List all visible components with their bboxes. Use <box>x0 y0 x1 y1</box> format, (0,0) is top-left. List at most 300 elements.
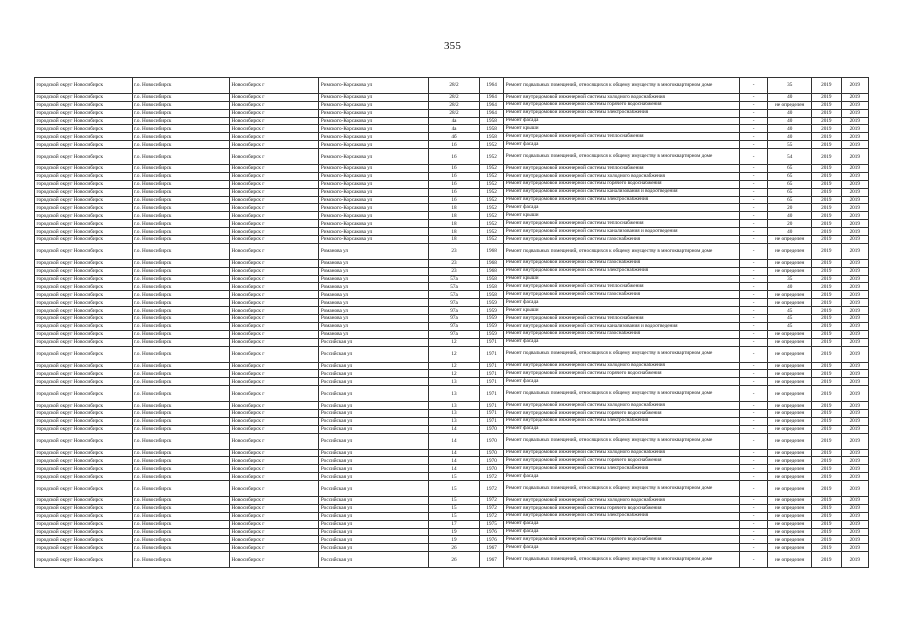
municipality-cell: городской округ Новосибирск <box>35 267 133 275</box>
municipality-cell: городской округ Новосибирск <box>35 409 133 417</box>
municipality-cell: городской округ Новосибирск <box>35 291 133 299</box>
plan-year-start-cell: 2019 <box>812 204 841 212</box>
house-number-cell: 13 <box>429 386 480 402</box>
table-row <box>35 346 869 362</box>
cost-cell: не определен <box>768 291 812 299</box>
plan-year-end-cell: 2019 <box>841 267 868 275</box>
build-year-cell: 1976 <box>479 528 503 536</box>
work-type-cell: Ремонт фасада <box>504 117 740 125</box>
work-type-cell: Ремонт крыши <box>504 125 740 133</box>
table-row <box>35 457 869 465</box>
municipality-cell: городской округ Новосибирск <box>35 417 133 425</box>
house-number-cell: 19 <box>429 536 480 544</box>
settlement-cell: г.о. Новосибирск <box>132 520 230 528</box>
street-cell: Римского-Корсакова ул <box>319 117 429 125</box>
table-row <box>35 552 869 568</box>
settlement-cell: г.о. Новосибирск <box>132 93 230 101</box>
unit-cell: - <box>739 536 767 544</box>
table-row <box>35 117 869 125</box>
table-row <box>35 338 869 346</box>
cost-cell: не определен <box>768 433 812 449</box>
work-type-cell: Ремонт подвальных помещений, относящихся к общему имуществу в многоквартирном доме <box>504 346 740 362</box>
municipality-cell: городской округ Новосибирск <box>35 188 133 196</box>
work-type-cell: Ремонт внутридомовой инженерной системы теплоснабжения <box>504 283 740 291</box>
table-row <box>35 78 869 94</box>
house-number-cell: 12 <box>429 346 480 362</box>
city-cell: Новосибирск г <box>230 457 319 465</box>
street-cell: Римского-Корсакова ул <box>319 101 429 109</box>
city-cell: Новосибирск г <box>230 496 319 504</box>
cost-cell: 65 <box>768 188 812 196</box>
municipality-cell: городской округ Новосибирск <box>35 346 133 362</box>
build-year-cell: 1964 <box>479 109 503 117</box>
build-year-cell: 1970 <box>479 457 503 465</box>
work-type-cell: Ремонт фасада <box>504 544 740 552</box>
settlement-cell: г.о. Новосибирск <box>132 378 230 386</box>
cost-cell: 35 <box>768 78 812 94</box>
build-year-cell: 1952 <box>479 141 503 149</box>
city-cell: Новосибирск г <box>230 212 319 220</box>
work-type-cell: Ремонт подвальных помещений, относящихся к общему имуществу в многоквартирном доме <box>504 481 740 497</box>
street-cell: Романова ул <box>319 267 429 275</box>
plan-year-start-cell: 2019 <box>812 338 841 346</box>
plan-year-start-cell: 2019 <box>812 386 841 402</box>
work-type-cell: Ремонт внутридомовой инженерной системы холодного водоснабжения <box>504 362 740 370</box>
unit-cell: - <box>739 322 767 330</box>
plan-year-start-cell: 2019 <box>812 417 841 425</box>
plan-year-start-cell: 2019 <box>812 93 841 101</box>
municipality-cell: городской округ Новосибирск <box>35 378 133 386</box>
plan-year-end-cell: 2019 <box>841 259 868 267</box>
street-cell: Российская ул <box>319 378 429 386</box>
table-row <box>35 133 869 141</box>
plan-year-start-cell: 2019 <box>812 133 841 141</box>
settlement-cell: г.о. Новосибирск <box>132 449 230 457</box>
unit-cell: - <box>739 117 767 125</box>
work-type-cell: Ремонт крыши <box>504 307 740 315</box>
street-cell: Романова ул <box>319 243 429 259</box>
municipality-cell: городской округ Новосибирск <box>35 496 133 504</box>
plan-year-start-cell: 2019 <box>812 291 841 299</box>
table-row <box>35 315 869 323</box>
work-type-cell: Ремонт фасада <box>504 299 740 307</box>
unit-cell: - <box>739 370 767 378</box>
street-cell: Римского-Корсакова ул <box>319 172 429 180</box>
unit-cell: - <box>739 520 767 528</box>
table-row <box>35 544 869 552</box>
table-row <box>35 473 869 481</box>
cost-cell: 40 <box>768 117 812 125</box>
cost-cell: 20 <box>768 204 812 212</box>
plan-year-end-cell: 2019 <box>841 299 868 307</box>
municipality-cell: городской округ Новосибирск <box>35 109 133 117</box>
build-year-cell: 1964 <box>479 101 503 109</box>
city-cell: Новосибирск г <box>230 481 319 497</box>
build-year-cell: 1964 <box>479 78 503 94</box>
unit-cell: - <box>739 93 767 101</box>
build-year-cell: 1971 <box>479 386 503 402</box>
work-type-cell: Ремонт внутридомовой инженерной системы горячего водоснабжения <box>504 101 740 109</box>
house-number-cell: 4а <box>429 117 480 125</box>
table-row <box>35 481 869 497</box>
table-row <box>35 362 869 370</box>
build-year-cell: 1968 <box>479 267 503 275</box>
plan-year-start-cell: 2019 <box>812 362 841 370</box>
settlement-cell: г.о. Новосибирск <box>132 78 230 94</box>
cost-cell: 45 <box>768 307 812 315</box>
cost-cell: не определен <box>768 402 812 410</box>
plan-year-end-cell: 2019 <box>841 465 868 473</box>
house-number-cell: 26 <box>429 544 480 552</box>
settlement-cell: г.о. Новосибирск <box>132 322 230 330</box>
house-number-cell: 28/2 <box>429 109 480 117</box>
street-cell: Российская ул <box>319 425 429 433</box>
table-row <box>35 425 869 433</box>
build-year-cell: 1970 <box>479 425 503 433</box>
street-cell: Римского-Корсакова ул <box>319 78 429 94</box>
plan-year-end-cell: 2019 <box>841 457 868 465</box>
cost-cell: не определен <box>768 496 812 504</box>
settlement-cell: г.о. Новосибирск <box>132 220 230 228</box>
unit-cell: - <box>739 243 767 259</box>
settlement-cell: г.о. Новосибирск <box>132 307 230 315</box>
settlement-cell: г.о. Новосибирск <box>132 386 230 402</box>
city-cell: Новосибирск г <box>230 196 319 204</box>
build-year-cell: 1972 <box>479 481 503 497</box>
unit-cell: - <box>739 504 767 512</box>
table-row <box>35 267 869 275</box>
cost-cell: не определен <box>768 465 812 473</box>
unit-cell: - <box>739 449 767 457</box>
municipality-cell: городской округ Новосибирск <box>35 141 133 149</box>
cost-cell: 40 <box>768 212 812 220</box>
build-year-cell: 1952 <box>479 196 503 204</box>
build-year-cell: 1958 <box>479 283 503 291</box>
plan-year-start-cell: 2019 <box>812 433 841 449</box>
settlement-cell: г.о. Новосибирск <box>132 149 230 165</box>
settlement-cell: г.о. Новосибирск <box>132 141 230 149</box>
unit-cell: - <box>739 512 767 520</box>
cost-cell: 40 <box>768 109 812 117</box>
municipality-cell: городской округ Новосибирск <box>35 465 133 473</box>
street-cell: Российская ул <box>319 370 429 378</box>
table-row <box>35 433 869 449</box>
house-number-cell: 97а <box>429 322 480 330</box>
cost-cell: 40 <box>768 133 812 141</box>
street-cell: Российская ул <box>319 457 429 465</box>
settlement-cell: г.о. Новосибирск <box>132 496 230 504</box>
unit-cell: - <box>739 220 767 228</box>
table-row <box>35 259 869 267</box>
plan-year-end-cell: 2019 <box>841 504 868 512</box>
table-row <box>35 402 869 410</box>
settlement-cell: г.о. Новосибирск <box>132 528 230 536</box>
municipality-cell: городской округ Новосибирск <box>35 457 133 465</box>
street-cell: Российская ул <box>319 512 429 520</box>
city-cell: Новосибирск г <box>230 299 319 307</box>
settlement-cell: г.о. Новосибирск <box>132 330 230 338</box>
city-cell: Новосибирск г <box>230 417 319 425</box>
city-cell: Новосибирск г <box>230 172 319 180</box>
plan-year-start-cell: 2019 <box>812 504 841 512</box>
city-cell: Новосибирск г <box>230 433 319 449</box>
build-year-cell: 1959 <box>479 315 503 323</box>
table-row <box>35 417 869 425</box>
table-row <box>35 275 869 283</box>
build-year-cell: 1952 <box>479 165 503 173</box>
plan-year-start-cell: 2019 <box>812 267 841 275</box>
table-row <box>35 322 869 330</box>
work-type-cell: Ремонт фасада <box>504 204 740 212</box>
cost-cell: не определен <box>768 481 812 497</box>
unit-cell: - <box>739 299 767 307</box>
city-cell: Новосибирск г <box>230 180 319 188</box>
house-number-cell: 13 <box>429 417 480 425</box>
plan-year-start-cell: 2019 <box>812 125 841 133</box>
unit-cell: - <box>739 212 767 220</box>
work-type-cell: Ремонт фасада <box>504 528 740 536</box>
plan-year-start-cell: 2019 <box>812 315 841 323</box>
street-cell: Римского-Корсакова ул <box>319 236 429 244</box>
table-row <box>35 520 869 528</box>
street-cell: Римского-Корсакова ул <box>319 220 429 228</box>
table-row <box>35 504 869 512</box>
build-year-cell: 1964 <box>479 93 503 101</box>
table-row <box>35 496 869 504</box>
plan-year-start-cell: 2019 <box>812 259 841 267</box>
municipality-cell: городской округ Новосибирск <box>35 228 133 236</box>
municipality-cell: городской округ Новосибирск <box>35 322 133 330</box>
street-cell: Римского-Корсакова ул <box>319 125 429 133</box>
plan-year-end-cell: 2019 <box>841 315 868 323</box>
city-cell: Новосибирск г <box>230 228 319 236</box>
plan-year-start-cell: 2019 <box>812 243 841 259</box>
plan-year-end-cell: 2019 <box>841 204 868 212</box>
plan-year-end-cell: 2019 <box>841 236 868 244</box>
city-cell: Новосибирск г <box>230 259 319 267</box>
city-cell: Новосибирск г <box>230 236 319 244</box>
unit-cell: - <box>739 141 767 149</box>
build-year-cell: 1970 <box>479 449 503 457</box>
table-row <box>35 188 869 196</box>
street-cell: Римского-Корсакова ул <box>319 133 429 141</box>
build-year-cell: 1967 <box>479 552 503 568</box>
table-row <box>35 165 869 173</box>
build-year-cell: 1952 <box>479 149 503 165</box>
street-cell: Российская ул <box>319 386 429 402</box>
plan-year-start-cell: 2019 <box>812 496 841 504</box>
plan-year-end-cell: 2019 <box>841 338 868 346</box>
city-cell: Новосибирск г <box>230 125 319 133</box>
build-year-cell: 1968 <box>479 259 503 267</box>
work-type-cell: Ремонт внутридомовой инженерной системы теплоснабжения <box>504 165 740 173</box>
street-cell: Римского-Корсакова ул <box>319 141 429 149</box>
settlement-cell: г.о. Новосибирск <box>132 473 230 481</box>
municipality-cell: городской округ Новосибирск <box>35 307 133 315</box>
plan-year-start-cell: 2019 <box>812 307 841 315</box>
plan-year-start-cell: 2019 <box>812 528 841 536</box>
house-number-cell: 18 <box>429 236 480 244</box>
house-number-cell: 13 <box>429 378 480 386</box>
plan-year-start-cell: 2019 <box>812 322 841 330</box>
unit-cell: - <box>739 267 767 275</box>
municipality-cell: городской округ Новосибирск <box>35 149 133 165</box>
plan-year-end-cell: 2019 <box>841 212 868 220</box>
plan-year-start-cell: 2019 <box>812 512 841 520</box>
municipality-cell: городской округ Новосибирск <box>35 101 133 109</box>
street-cell: Российская ул <box>319 465 429 473</box>
table-row <box>35 204 869 212</box>
plan-year-end-cell: 2019 <box>841 520 868 528</box>
house-number-cell: 12 <box>429 370 480 378</box>
plan-year-start-cell: 2019 <box>812 141 841 149</box>
cost-cell: 45 <box>768 322 812 330</box>
street-cell: Российская ул <box>319 504 429 512</box>
plan-year-start-cell: 2019 <box>812 78 841 94</box>
work-type-cell: Ремонт подвальных помещений, относящихся к общему имуществу в многоквартирном доме <box>504 149 740 165</box>
build-year-cell: 1959 <box>479 330 503 338</box>
unit-cell: - <box>739 180 767 188</box>
work-type-cell: Ремонт фасада <box>504 378 740 386</box>
settlement-cell: г.о. Новосибирск <box>132 481 230 497</box>
plan-year-end-cell: 2019 <box>841 125 868 133</box>
settlement-cell: г.о. Новосибирск <box>132 544 230 552</box>
plan-year-end-cell: 2019 <box>841 283 868 291</box>
house-number-cell: 97а <box>429 299 480 307</box>
plan-year-start-cell: 2019 <box>812 330 841 338</box>
municipality-cell: городской округ Новосибирск <box>35 504 133 512</box>
house-number-cell: 23 <box>429 243 480 259</box>
settlement-cell: г.о. Новосибирск <box>132 259 230 267</box>
table-row <box>35 236 869 244</box>
municipality-cell: городской округ Новосибирск <box>35 473 133 481</box>
plan-year-start-cell: 2019 <box>812 299 841 307</box>
street-cell: Российская ул <box>319 433 429 449</box>
settlement-cell: г.о. Новосибирск <box>132 165 230 173</box>
plan-year-end-cell: 2019 <box>841 370 868 378</box>
plan-year-end-cell: 2019 <box>841 149 868 165</box>
city-cell: Новосибирск г <box>230 473 319 481</box>
plan-year-end-cell: 2019 <box>841 425 868 433</box>
street-cell: Римского-Корсакова ул <box>319 204 429 212</box>
house-number-cell: 14 <box>429 457 480 465</box>
city-cell: Новосибирск г <box>230 520 319 528</box>
street-cell: Российская ул <box>319 409 429 417</box>
plan-year-start-cell: 2019 <box>812 473 841 481</box>
work-type-cell: Ремонт подвальных помещений, относящихся к общему имуществу в многоквартирном доме <box>504 243 740 259</box>
work-type-cell: Ремонт внутридомовой инженерной системы холодного водоснабжения <box>504 172 740 180</box>
build-year-cell: 1952 <box>479 228 503 236</box>
plan-year-start-cell: 2019 <box>812 180 841 188</box>
city-cell: Новосибирск г <box>230 141 319 149</box>
city-cell: Новосибирск г <box>230 117 319 125</box>
work-type-cell: Ремонт внутридомовой инженерной системы теплоснабжения <box>504 315 740 323</box>
city-cell: Новосибирск г <box>230 283 319 291</box>
settlement-cell: г.о. Новосибирск <box>132 204 230 212</box>
build-year-cell: 1971 <box>479 370 503 378</box>
city-cell: Новосибирск г <box>230 307 319 315</box>
city-cell: Новосибирск г <box>230 315 319 323</box>
table-row <box>35 196 869 204</box>
plan-year-end-cell: 2019 <box>841 346 868 362</box>
build-year-cell: 1976 <box>479 536 503 544</box>
house-number-cell: 16 <box>429 188 480 196</box>
street-cell: Романова ул <box>319 315 429 323</box>
work-type-cell: Ремонт внутридомовой инженерной системы теплоснабжения <box>504 133 740 141</box>
cost-cell: не определен <box>768 386 812 402</box>
plan-year-end-cell: 2019 <box>841 133 868 141</box>
street-cell: Романова ул <box>319 291 429 299</box>
plan-year-end-cell: 2019 <box>841 417 868 425</box>
house-number-cell: 16 <box>429 141 480 149</box>
build-year-cell: 1971 <box>479 417 503 425</box>
work-type-cell: Ремонт подвальных помещений, относящихся к общему имуществу в многоквартирном доме <box>504 78 740 94</box>
house-number-cell: 14 <box>429 449 480 457</box>
table-row <box>35 283 869 291</box>
unit-cell: - <box>739 378 767 386</box>
work-type-cell: Ремонт внутридомовой инженерной системы холодного водоснабжения <box>504 93 740 101</box>
build-year-cell: 1952 <box>479 220 503 228</box>
city-cell: Новосибирск г <box>230 552 319 568</box>
cost-cell: не определен <box>768 449 812 457</box>
cost-cell: 35 <box>768 275 812 283</box>
municipality-cell: городской округ Новосибирск <box>35 275 133 283</box>
municipality-cell: городской округ Новосибирск <box>35 481 133 497</box>
street-cell: Римского-Корсакова ул <box>319 93 429 101</box>
house-number-cell: 28/2 <box>429 78 480 94</box>
work-type-cell: Ремонт внутридомовой инженерной системы теплоснабжения <box>504 220 740 228</box>
city-cell: Новосибирск г <box>230 512 319 520</box>
city-cell: Новосибирск г <box>230 322 319 330</box>
plan-year-start-cell: 2019 <box>812 275 841 283</box>
build-year-cell: 1967 <box>479 544 503 552</box>
table-row <box>35 243 869 259</box>
cost-cell: не определен <box>768 552 812 568</box>
table-row <box>35 307 869 315</box>
street-cell: Российская ул <box>319 362 429 370</box>
build-year-cell: 1972 <box>479 496 503 504</box>
cost-cell: не определен <box>768 504 812 512</box>
work-type-cell: Ремонт фасада <box>504 425 740 433</box>
build-year-cell: 1971 <box>479 402 503 410</box>
page-number: 355 <box>443 40 462 52</box>
table-row <box>35 299 869 307</box>
plan-year-end-cell: 2019 <box>841 78 868 94</box>
settlement-cell: г.о. Новосибирск <box>132 243 230 259</box>
cost-cell: не определен <box>768 425 812 433</box>
settlement-cell: г.о. Новосибирск <box>132 117 230 125</box>
capital-repair-table <box>34 77 869 568</box>
plan-year-end-cell: 2019 <box>841 109 868 117</box>
settlement-cell: г.о. Новосибирск <box>132 236 230 244</box>
plan-year-start-cell: 2019 <box>812 283 841 291</box>
table-row <box>35 149 869 165</box>
cost-cell: не определен <box>768 520 812 528</box>
unit-cell: - <box>739 228 767 236</box>
house-number-cell: 97а <box>429 330 480 338</box>
plan-year-end-cell: 2019 <box>841 93 868 101</box>
house-number-cell: 14 <box>429 433 480 449</box>
plan-year-start-cell: 2019 <box>812 236 841 244</box>
settlement-cell: г.о. Новосибирск <box>132 291 230 299</box>
settlement-cell: г.о. Новосибирск <box>132 370 230 378</box>
work-type-cell: Ремонт внутридомовой инженерной системы электроснабжения <box>504 196 740 204</box>
work-type-cell: Ремонт внутридомовой инженерной системы горячего водоснабжения <box>504 180 740 188</box>
house-number-cell: 26 <box>429 552 480 568</box>
plan-year-end-cell: 2019 <box>841 243 868 259</box>
city-cell: Новосибирск г <box>230 449 319 457</box>
unit-cell: - <box>739 425 767 433</box>
